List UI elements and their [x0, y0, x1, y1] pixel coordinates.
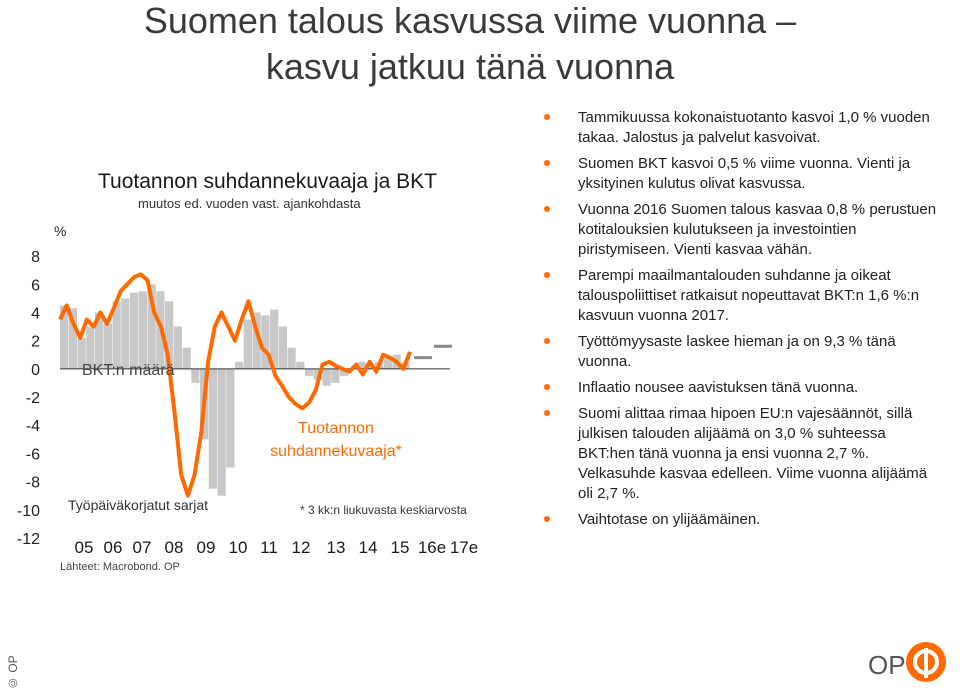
x-tick-label: 07: [132, 538, 152, 557]
bullet-text: Vuonna 2016 Suomen talous kasvaa 0,8 % perustuen kotitalouksien kulutukseen ja investointien piristymiseen. Vienti kasvaa vähän.: [578, 201, 937, 258]
bullet-item: [540, 378, 940, 398]
bkt-bar: [288, 348, 296, 369]
op-logo-text: OP: [868, 650, 906, 680]
bkt-bar: [226, 369, 234, 468]
op-logo-icon: [906, 642, 946, 682]
chart: [0, 160, 500, 580]
slide-title-line2: kasvu jatkuu tänä vuonna: [265, 46, 675, 87]
chart-source: Lähteet: Macrobond. OP: [60, 561, 180, 573]
bullet-item: [540, 108, 940, 148]
chart-svg: [0, 160, 500, 580]
bullet-dot-icon: [544, 114, 550, 120]
x-tick-label: 09: [196, 538, 216, 557]
bkt-bar: [261, 315, 269, 369]
bkt-bar: [279, 327, 287, 369]
bkt-bar: [305, 369, 313, 376]
footer: [0, 632, 960, 691]
x-tick-label: 14: [358, 538, 378, 557]
copyright: © OP: [6, 655, 20, 690]
x-tick-label: 10: [228, 538, 248, 557]
y-tick-label: -10: [16, 502, 40, 520]
production-index-line: [60, 274, 410, 495]
bullet-text: Työttömyysaste laskee hieman ja on 9,3 % tänä vuonna.: [578, 333, 896, 370]
chart-subtitle: muutos ed. vuoden vast. ajankohdasta: [138, 196, 361, 211]
bkt-bar: [331, 369, 339, 383]
x-tick-label: 16e: [417, 538, 447, 557]
x-tick-label: 11: [260, 538, 278, 557]
x-tick-label: 17e: [449, 538, 479, 557]
x-tick-label: 08: [164, 538, 184, 557]
bkt-bar: [218, 369, 226, 496]
op-logo: [868, 642, 950, 686]
chart-title: Tuotannon suhdannekuvaaja ja BKT: [98, 170, 437, 193]
bullet-text: Suomen BKT kasvoi 0,5 % viime vuonna. Vienti ja yksityinen kulutus olivat kasvussa.: [578, 155, 911, 192]
bkt-bar: [183, 348, 191, 369]
bar-series-label: BKT:n määrä: [82, 362, 175, 379]
bullet-dot-icon: [544, 384, 550, 390]
bullet-item: [540, 266, 940, 326]
bullet-dot-icon: [544, 516, 550, 522]
bullet-text: Tammikuussa kokonaistuotanto kasvoi 1,0 % vuoden takaa. Jalostus ja palvelut kasvoivat.: [578, 109, 930, 146]
x-tick-label: 12: [291, 538, 311, 557]
bkt-bar: [323, 369, 331, 386]
bkt-bar: [191, 369, 199, 383]
bullet-dot-icon: [544, 206, 550, 212]
y-tick-label: 2: [31, 333, 40, 351]
y-tick-label: 4: [31, 305, 40, 323]
bullet-text: Inflaatio nousee aavistuksen tänä vuonna.: [578, 379, 859, 396]
bullet-item: [540, 154, 940, 194]
bullet-text: Parempi maailmantalouden suhdanne ja oikeat talouspoliittiset ratkaisut nopeuttavat BKT:n 1,6 %:n kasvuun vuonna 2017.: [578, 267, 920, 324]
bullet-text: Suomi alittaa rimaa hipoen EU:n vajesäännöt, sillä julkisen talouden alijäämä on 3,0 % suhteessa BKT:hen tänä vuonna ja ensi vuonna 2,7 %. Velkasuhde kasvaa edelleen. Viime vuonna alijäämä oli 2,7 %.: [578, 405, 928, 502]
bkt-bar: [235, 362, 243, 369]
bkt-bar: [130, 293, 138, 369]
bullet-list: [540, 108, 940, 536]
y-tick-label: -6: [25, 446, 40, 464]
line-series-label-1: Tuotannon: [298, 420, 374, 437]
bullet-item: [540, 332, 940, 372]
bullet-item: [540, 200, 940, 260]
y-tick-label: -8: [25, 474, 40, 492]
bkt-bar: [244, 320, 252, 369]
bkt-bar: [296, 362, 304, 369]
x-tick-label: 15: [390, 538, 410, 557]
bullet-item: [540, 404, 940, 504]
y-tick-label: -2: [25, 390, 40, 408]
bullet-dot-icon: [544, 410, 550, 416]
y-tick-label: 6: [31, 277, 40, 295]
y-tick-label: -4: [25, 418, 40, 436]
x-tick-label: 06: [103, 538, 123, 557]
bkt-bar: [121, 298, 129, 368]
bkt-bar: [209, 369, 217, 489]
bullet-dot-icon: [544, 338, 550, 344]
bkt-bar: [139, 291, 147, 369]
x-tick-label: 05: [74, 538, 94, 557]
bullet-text: Vaihtotase on ylijäämäinen.: [578, 511, 761, 528]
note-right: * 3 kk:n liukuvasta keskiarvosta: [300, 503, 467, 517]
slide-title-line1: Suomen talous kasvussa viime vuonna –: [143, 0, 797, 41]
y-tick-label: 0: [31, 361, 40, 379]
bullet-dot-icon: [544, 272, 550, 278]
bullet-dot-icon: [544, 160, 550, 166]
x-tick-label: 13: [326, 538, 346, 557]
y-axis-label: %: [54, 223, 67, 239]
note-left: Työpäiväkorjatut sarjat: [68, 497, 209, 513]
bullet-item: [540, 510, 940, 530]
bkt-bar: [174, 327, 182, 369]
line-series-label-2: suhdannekuvaaja*: [270, 443, 402, 460]
y-tick-label: 8: [31, 249, 40, 267]
y-tick-label: -12: [16, 531, 40, 548]
